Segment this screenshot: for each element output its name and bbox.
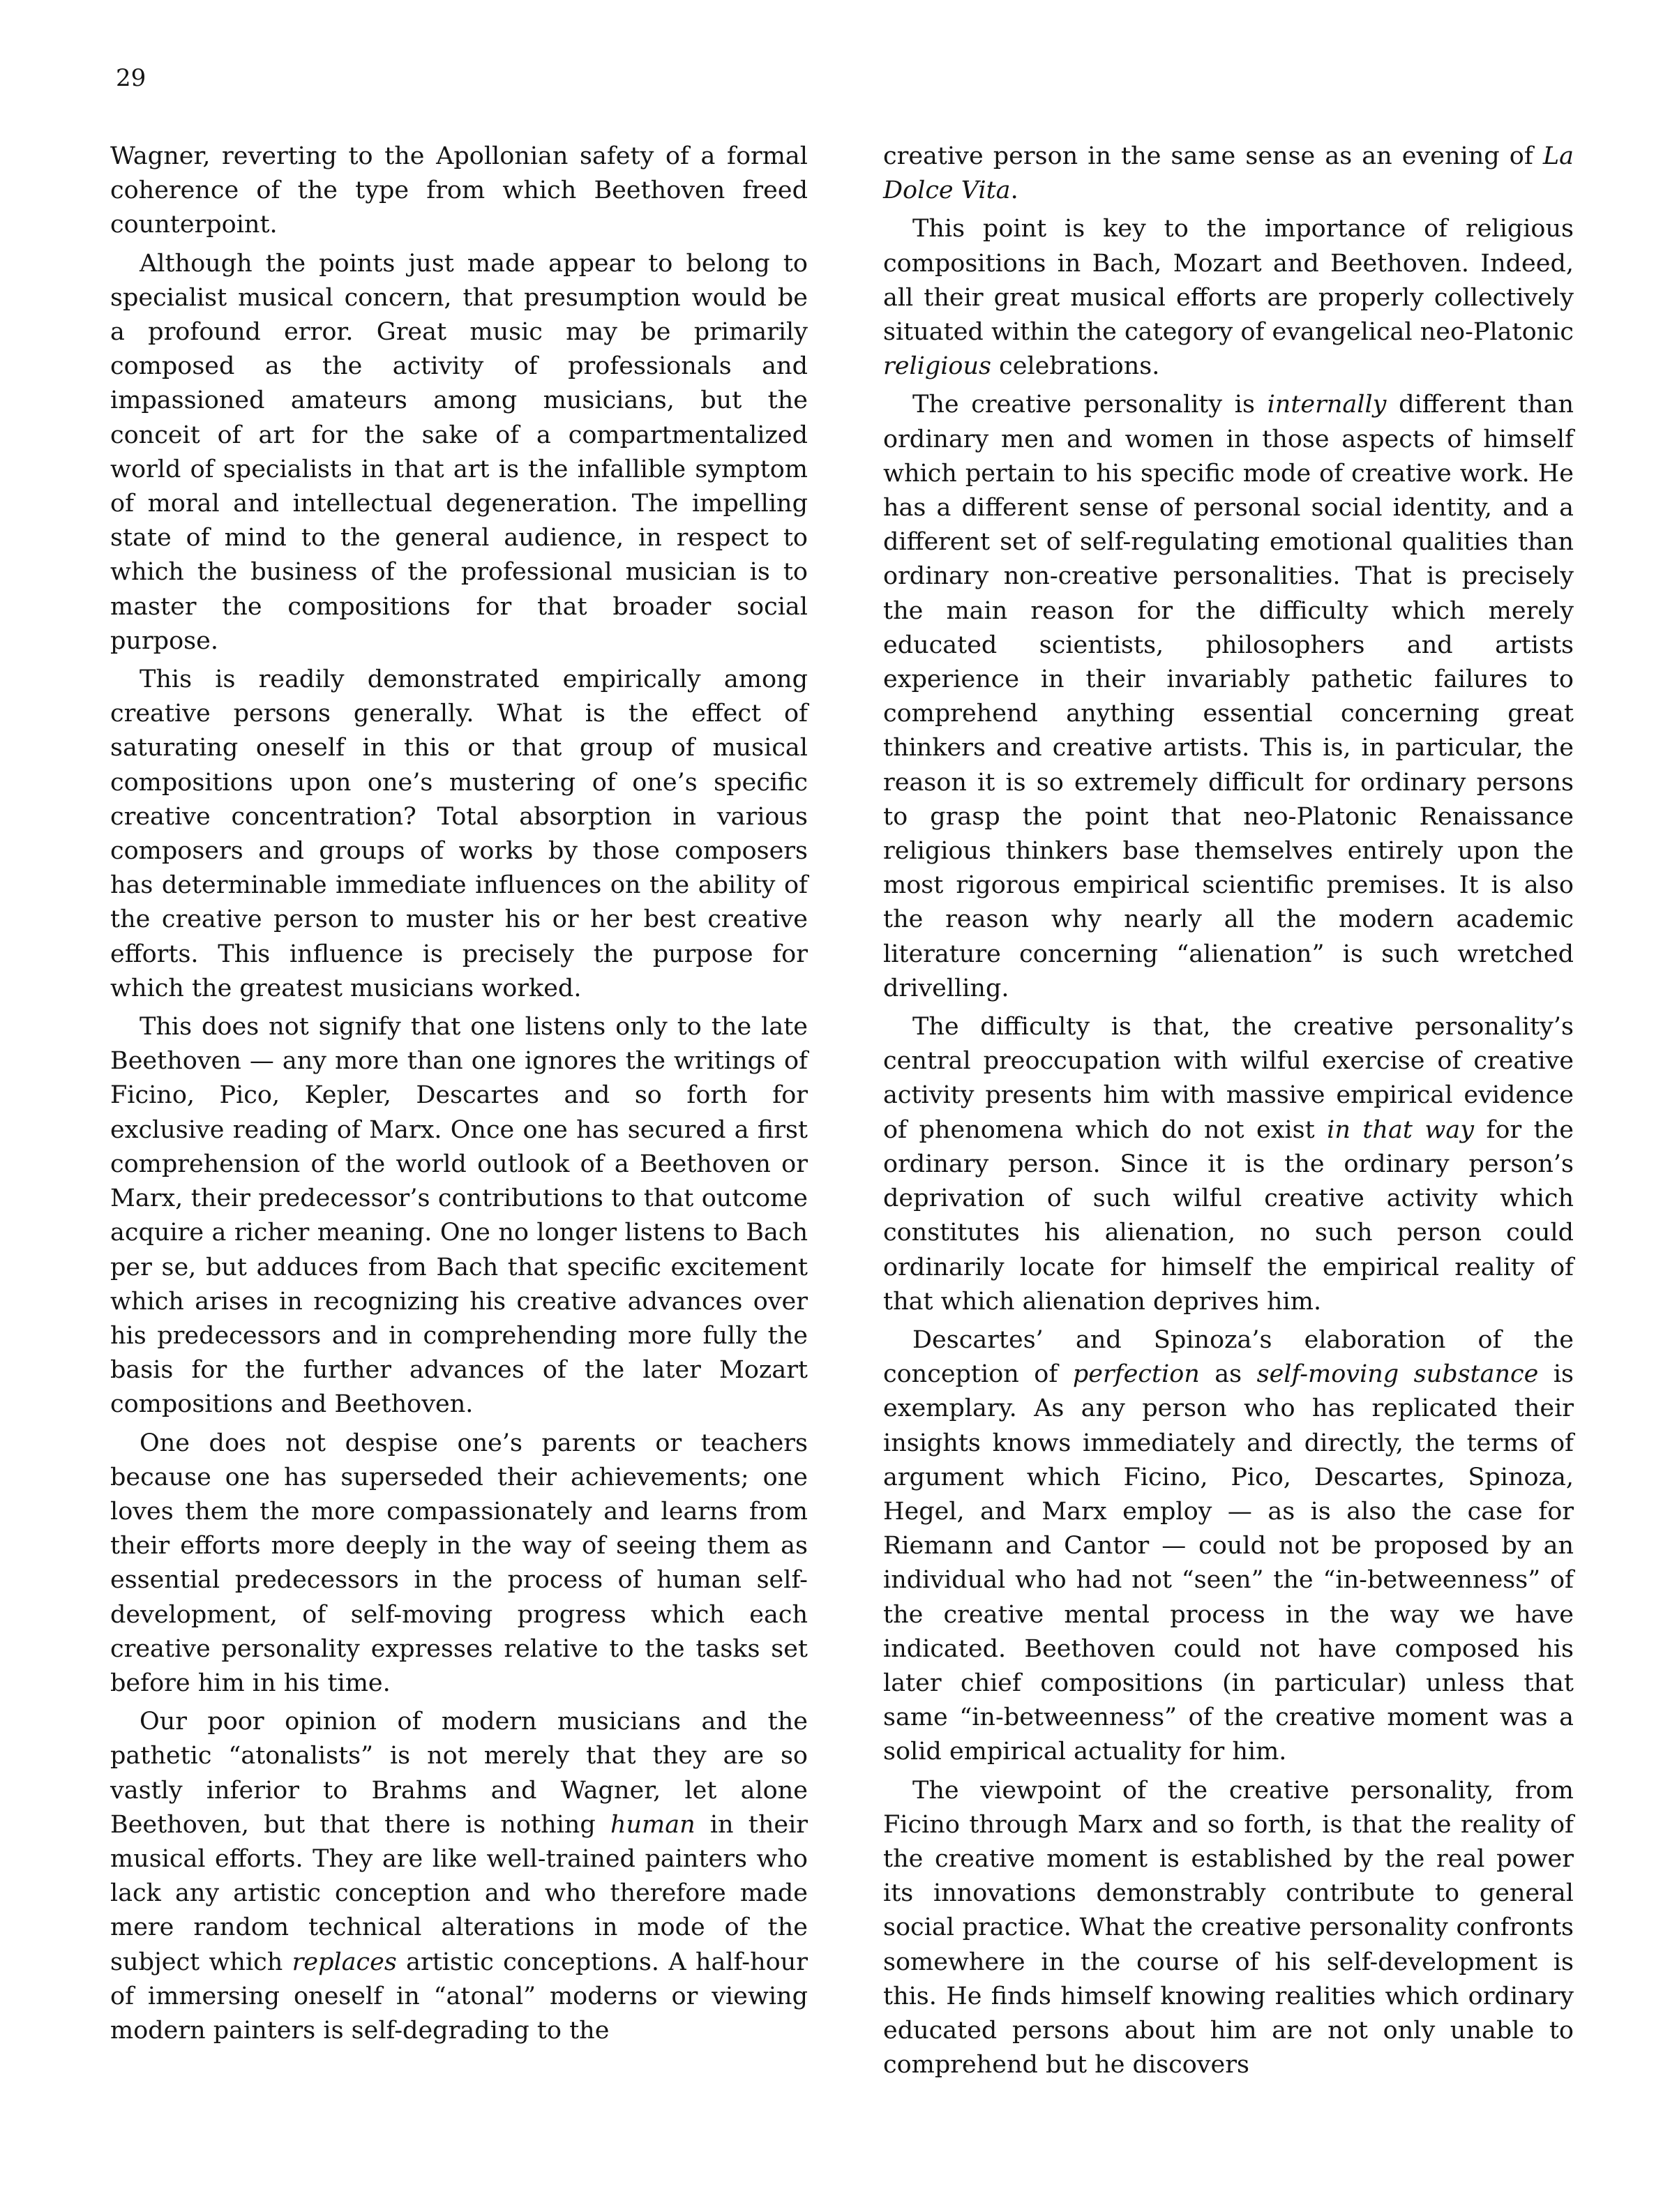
text-segment: This does not signify that one listens only to the late Beethoven — any more than one ignores the writings of Ficino, Pico, Kepler, Descartes and so forth for exclusive reading of Marx. Once one has secured a first comprehension of the world outlook of a Beethoven or Marx, their predecessor’s contributions to that outcome acquire a richer meaning. One no longer listens to Bach per se, but adduces from Bach that specific excitement which arises in recognizing his creative advances over his predecessors and in comprehending more fully the basis for the further advances of the later Mozart compositions and Beethoven.	[110, 1013, 808, 1419]
text-segment: One does not despise one’s parents or teachers because one has superseded their achievements; one loves them the more compassionately and learns from their efforts more deeply in the way of seeing them as essential predecessors in the process of human self-development, of self-moving progress which each creative personality expresses relative to the tasks set before him in his time.	[110, 1429, 808, 1697]
paragraph	[883, 1774, 1574, 2083]
paragraph	[883, 388, 1574, 1006]
paragraph	[110, 1705, 808, 2048]
text-segment: Although the points just made appear to belong to specialist musical concern, that presumption would be a profound error. Great music may be primarily composed as the activity of professionals and impassioned amateurs among musicians, but the conceit of art for the sake of a compartmentalized world of specialists in that art is the infallible symptom of moral and intellectual degeneration. The impelling state of mind to the general audience, in respect to which the business of the professional musician is to master the compositions for that broader social purpose.	[110, 249, 808, 655]
emphasized-text: in that way	[1327, 1115, 1474, 1144]
emphasized-text: perfection	[1072, 1360, 1200, 1389]
paragraph	[883, 140, 1574, 208]
text-segment: The viewpoint of the creative personality, from Ficino through Marx and so forth, is that the reality of the creative moment is established by the real power its innovations demonstrably contribute to general social practice. What the creative personality confronts somewhere in the course of his self-development is this. He finds himself knowing realities which ordinary educated persons about him are not only unable to comprehend but he discovers	[883, 1776, 1574, 2079]
emphasized-text: internally	[1267, 391, 1387, 419]
paragraph	[110, 1010, 808, 1422]
paragraph	[883, 1010, 1574, 1319]
text-segment: The difficulty is that, the creative personality’s central preoccupation with wilful exercise of creative activity presents him with massive empirical evidence of phenomena which do not exist	[883, 1013, 1574, 1144]
text-segment: This is readily demonstrated empirically among creative persons generally. What is the effect of saturating oneself in this or that group of musical compositions upon one’s mustering of one’s specific creative concentration? Total absorption in various composers and groups of works by those composers has determinable immediate influences on the ability of the creative person to muster his or her best creative efforts. This influence is precisely the purpose for which the greatest musicians worked.	[110, 665, 808, 1002]
text-segment: for the ordinary person. Since it is the ordinary person’s deprivation of such wilful creative activity which constitutes his alienation, no such person could ordinarily locate for himself the empirical reality of that which alienation deprives him.	[883, 1115, 1574, 1316]
page-number: 29	[116, 64, 146, 92]
text-segment: .	[1010, 176, 1018, 205]
emphasized-text: self-moving substance	[1256, 1360, 1539, 1389]
text-segment: in their musical efforts. They are like well-trained painters who lack any artistic conception and who therefore made mere random technical alterations in mode of the subject which	[110, 1810, 808, 1976]
text-segment: Descartes’ and Spinoza’s elaboration of the conception of	[883, 1325, 1574, 1389]
text-segment: The creative personality is	[912, 391, 1267, 419]
emphasized-text: human	[610, 1810, 695, 1839]
paragraph	[883, 1323, 1574, 1770]
text-segment: different than ordinary men and women in those aspects of himself which pertain to his specific mode of creative work. He has a different sense of personal social identity, and a different set of self-regulating emotional qualities than ordinary non-creative personalities. That is precisely the main reason for the difficulty which merely educated scientists, philosophers and artists experience in their invariably pathetic failures to comprehend anything essential concerning great thinkers and creative artists. This is, in particular, the reason it is so extremely difficult for ordinary persons to grasp the point that neo-Platonic Renaissance religious thinkers base themselves entirely upon the most rigorous empirical scientific premises. It is also the reason why nearly all the modern academic literature concerning “alienation” is such wretched drivelling.	[883, 391, 1574, 1002]
text-segment: Wagner, reverting to the Apollonian safety of a formal coherence of the type from which Beethoven freed counterpoint.	[110, 142, 808, 239]
paragraph	[110, 247, 808, 659]
text-segment: is exemplary. As any person who has replicated their insights knows immediately and directly, the terms of argument which Ficino, Pico, Descartes, Spinoza, Hegel, and Marx employ — as is also the case for Riemann and Cantor — could not be proposed by an individual who had not “seen” the “in-betweenness” of the creative mental process in the way we have indicated. Beethoven could not have composed his later chief compositions (in particular) unless that same “in-betweenness” of the creative moment was a solid empirical actuality for him.	[883, 1360, 1574, 1766]
paragraph	[883, 212, 1574, 384]
text-segment: artistic conceptions. A half-hour of immersing oneself in “atonal” moderns or viewing modern painters is self-degrading to the	[110, 1948, 808, 2045]
text-segment: creative person in the same sense as an evening of	[883, 142, 1543, 170]
paragraph	[110, 1427, 808, 1701]
text-segment: Our poor opinion of modern musicians and the pathetic “atonalists” is not merely that they are so vastly inferior to Brahms and Wagner, let alone Beethoven, but that there is nothing	[110, 1708, 808, 1839]
paragraph	[110, 140, 808, 243]
right-text-column	[883, 140, 1574, 2086]
emphasized-text: religious	[883, 352, 992, 381]
text-segment: celebrations.	[991, 352, 1160, 381]
emphasized-text: replaces	[292, 1948, 397, 1976]
emphasized-text: La Dolce Vita	[883, 142, 1574, 205]
left-text-column	[110, 140, 808, 2052]
paragraph	[110, 663, 808, 1006]
text-segment: as	[1199, 1360, 1257, 1389]
text-segment: This point is key to the importance of religious compositions in Bach, Mozart and Beethoven. Indeed, all their great musical efforts are properly collectively situated within the category of evangelical neo-Platonic	[883, 215, 1574, 347]
